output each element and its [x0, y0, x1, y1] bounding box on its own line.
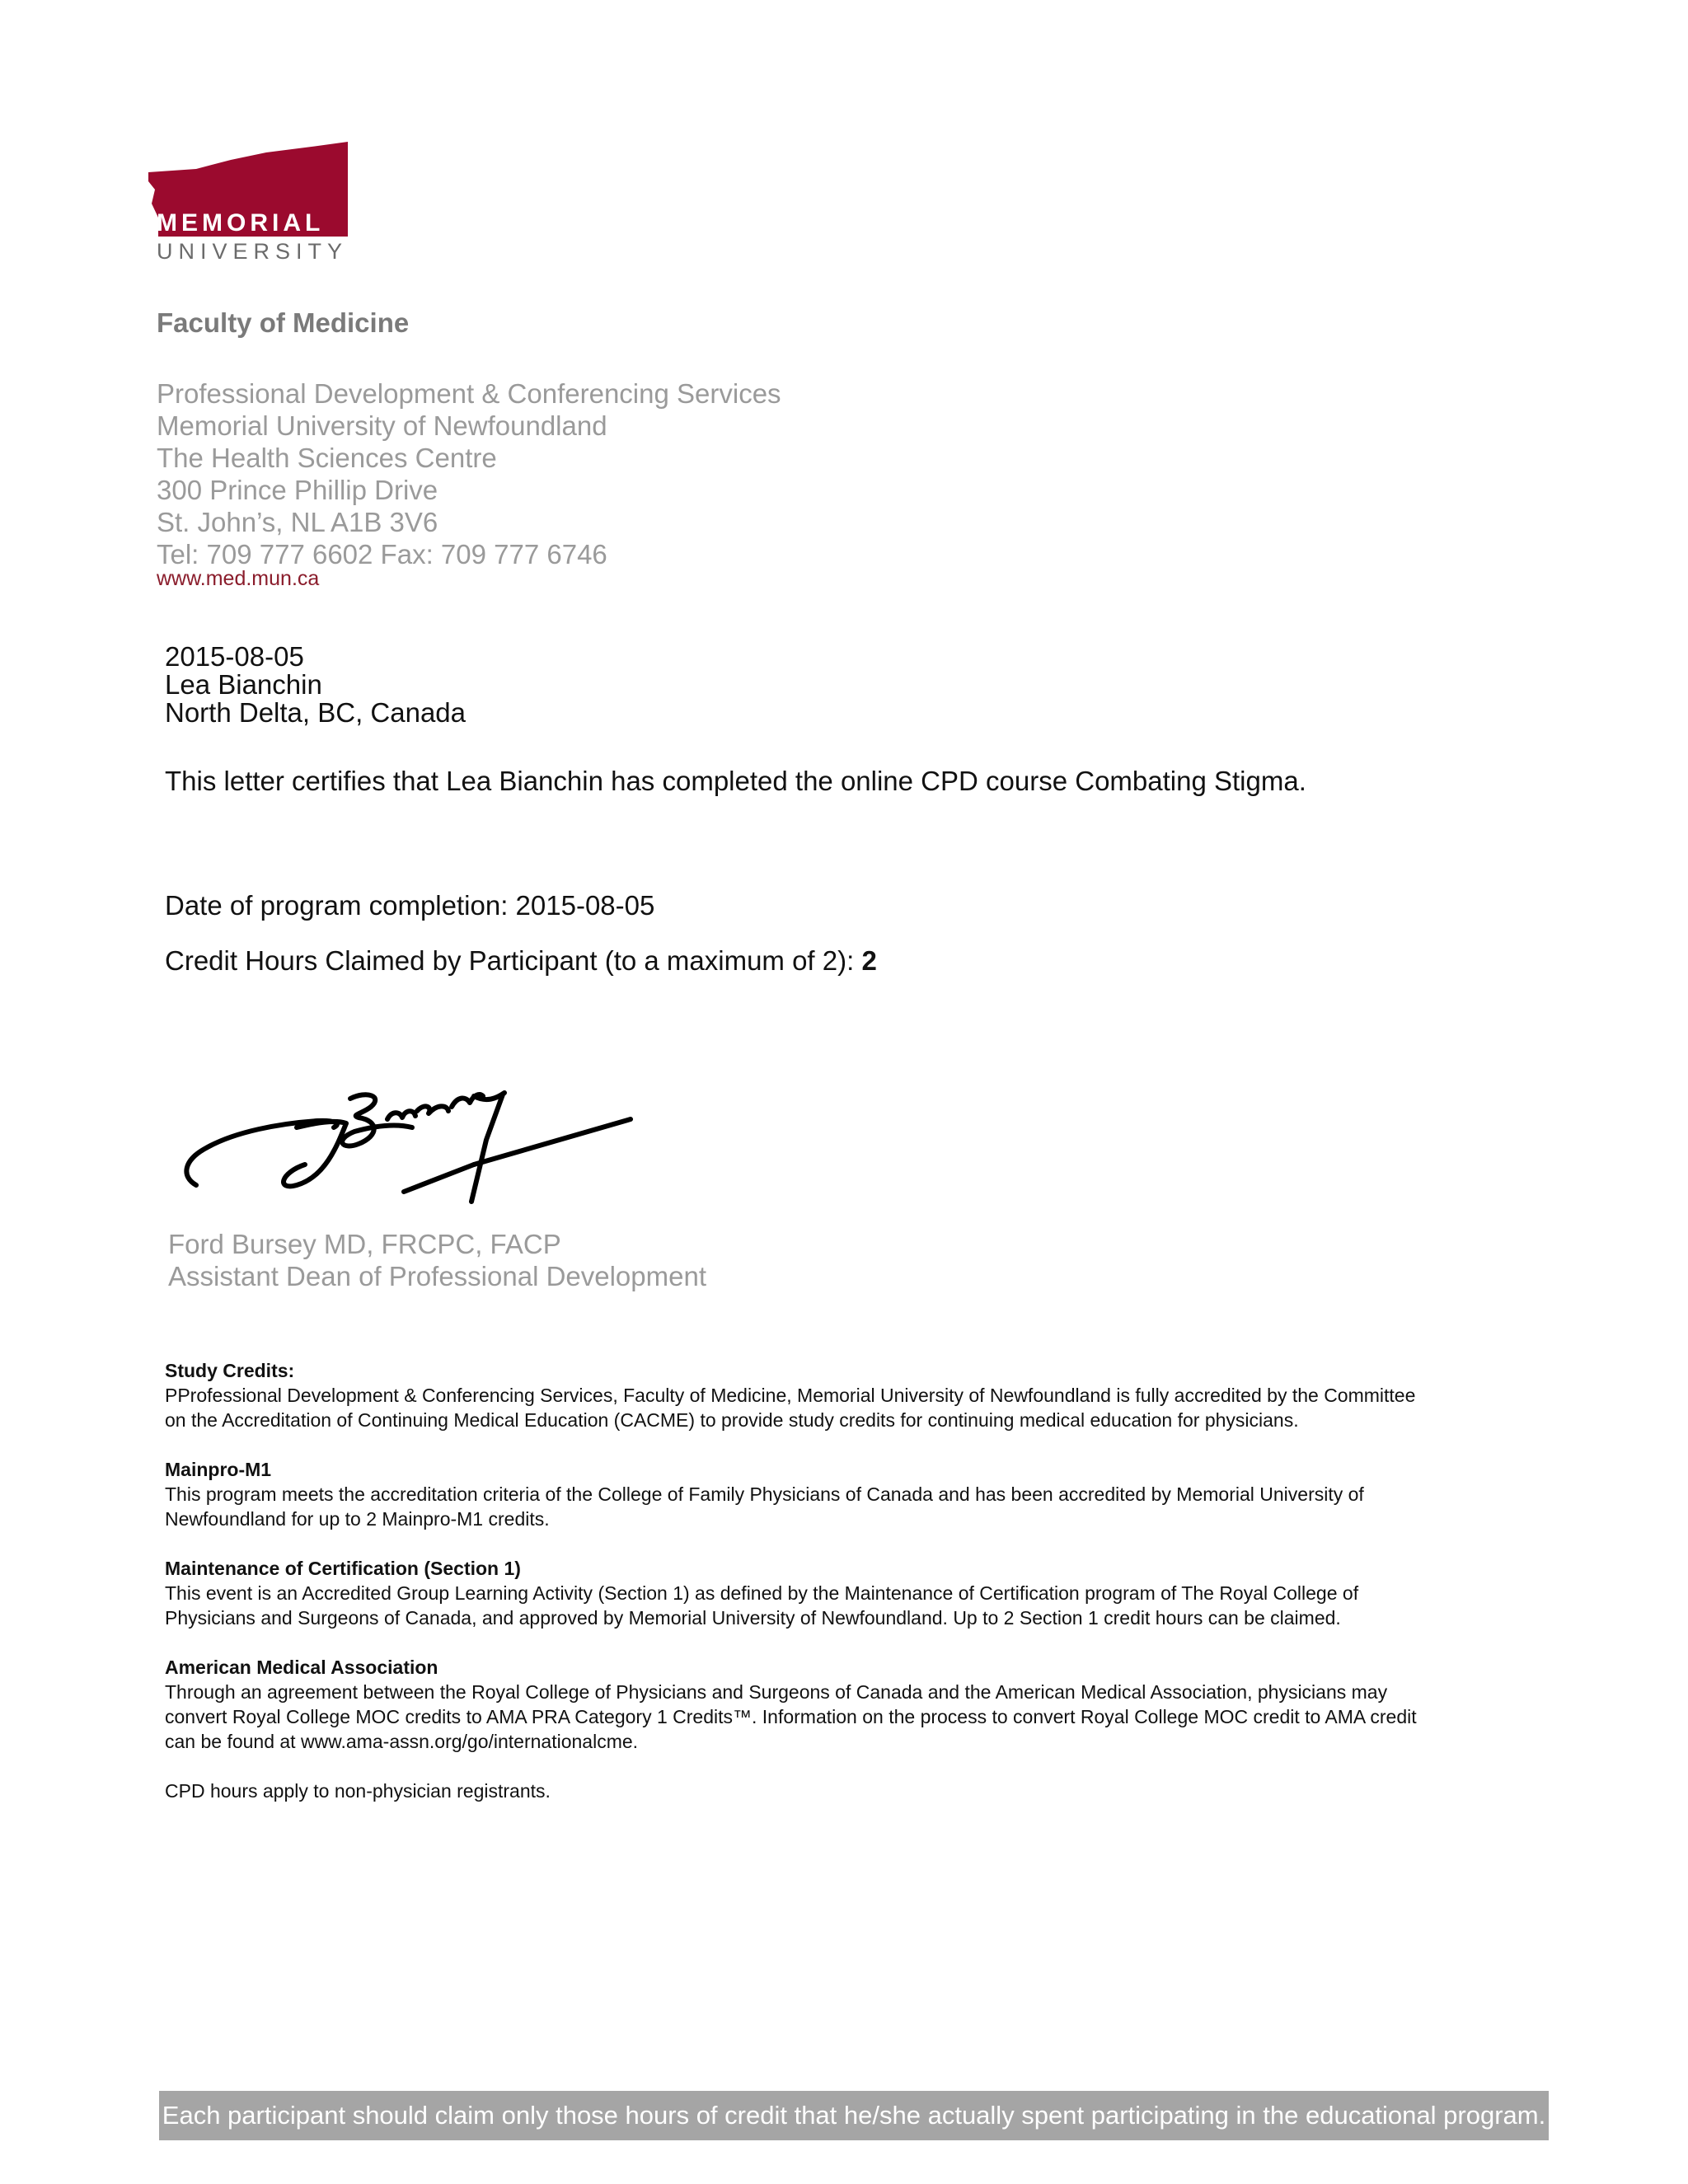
faculty-heading: Faculty of Medicine [157, 307, 410, 338]
letter-date: 2015-08-05 [165, 641, 304, 672]
address-line: Memorial University of Newfoundland [157, 410, 607, 441]
logo-word-university: UNIVERSITY [157, 239, 349, 264]
address-line: St. John’s, NL A1B 3V6 [157, 507, 438, 537]
credit-hours-label: Credit Hours Claimed by Participant (to a maximum of 2): [165, 945, 855, 976]
address-line: 300 Prince Phillip Drive [157, 475, 438, 505]
certification-statement: This letter certifies that Lea Bianchin has completed the online CPD course Combating Stigma. [165, 766, 1306, 796]
credit-block-moc [165, 1556, 1418, 1630]
signer-name: Ford Bursey MD, FRCPC, FACP [168, 1229, 561, 1259]
credit-heading: American Medical Association [165, 1657, 438, 1678]
credit-block-mainpro [165, 1457, 1418, 1531]
address-line: The Health Sciences Centre [157, 443, 497, 473]
signer-title: Assistant Dean of Professional Development [168, 1261, 707, 1291]
recipient-block [165, 643, 466, 727]
credits-section [165, 1358, 1418, 1803]
credit-heading: Mainpro-M1 [165, 1459, 272, 1480]
credit-heading: Study Credits: [165, 1360, 295, 1381]
credit-block-ama [165, 1655, 1418, 1754]
credit-text: This program meets the accreditation criteria of the College of Family Physicians of Canada and has been accredited by Memorial University of Newfoundland for up to 2 Mainpro-M1 credits. [165, 1483, 1364, 1530]
completion-line [165, 890, 654, 921]
signer-block [168, 1228, 706, 1292]
cpd-note: CPD hours apply to non-physician registrants. [165, 1780, 551, 1802]
credit-text: This event is an Accredited Group Learning Activity (Section 1) as defined by the Maintenance of Certification program of The Royal College of Physicians and Surgeons of Canada, and approved by Memorial University of Newfoundland. Up to 2 Section 1 credit hours can be claimed. [165, 1582, 1359, 1629]
recipient-location: North Delta, BC, Canada [165, 697, 467, 728]
signature-icon [173, 1086, 643, 1214]
credit-heading: Maintenance of Certification (Section 1) [165, 1558, 521, 1579]
signature [173, 1086, 643, 1214]
completion-label: Date of program completion: [165, 890, 509, 921]
footer-notice: Each participant should claim only those hours of credit that he/she actually spent participating in the educational program. [159, 2091, 1549, 2140]
website-link[interactable]: www.med.mun.ca [157, 567, 320, 590]
credit-hours-line [165, 945, 877, 977]
address-block [157, 377, 781, 570]
address-line: Professional Development & Conferencing Services [157, 378, 781, 409]
recipient-name: Lea Bianchin [165, 669, 322, 700]
logo-word-memorial: MEMORIAL [157, 209, 325, 237]
completion-date: 2015-08-05 [515, 890, 655, 921]
memorial-university-logo [147, 142, 353, 265]
contact-line: Tel: 709 777 6602 Fax: 709 777 6746 [157, 539, 607, 569]
credit-text: PProfessional Development & Conferencing Services, Faculty of Medicine, Memorial University of Newfoundland is fully accredited by the Committee on the Accreditation of Continuing Medical Education (CACME) to provide study credits for continuing medical education for physicians. [165, 1385, 1416, 1431]
credit-block-study [165, 1358, 1418, 1432]
credit-hours-value: 2 [861, 945, 877, 976]
credit-text: Through an agreement between the Royal College of Physicians and Surgeons of Canada and the American Medical Association, physicians may convert Royal College MOC credits to AMA PRA Category 1 Credits™. Information on the process to convert Royal College MOC credit to AMA credit can be found at www.ama-assn.org/go/internationalcme. [165, 1681, 1417, 1752]
